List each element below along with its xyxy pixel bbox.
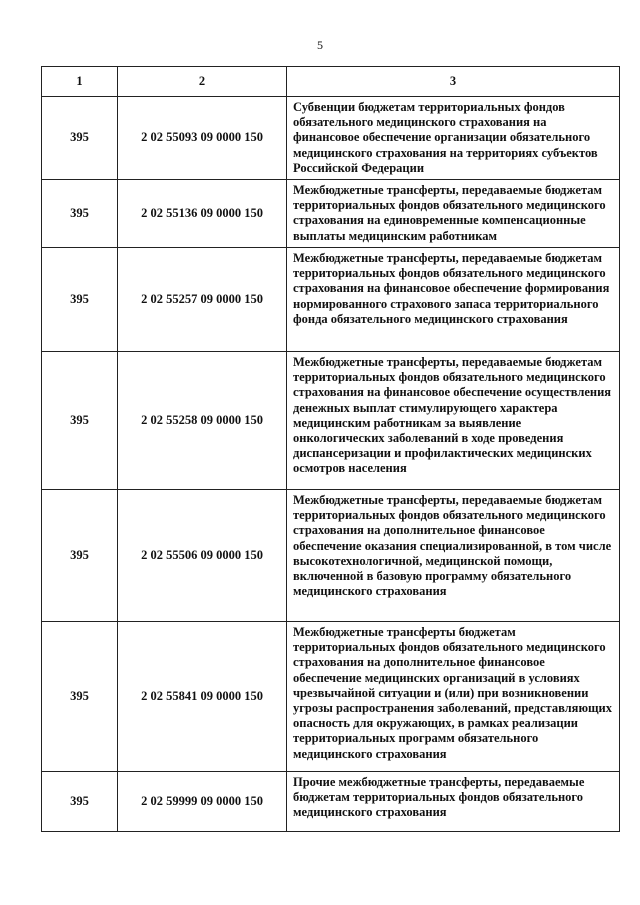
budget-codes-table	[41, 66, 620, 832]
description-cell: Субвенции бюджетам территориальных фондов обязательного медицинского страхования на финансовое обеспечение организации обязательного медицинского страхования на территориях субъектов Российской Федерации	[287, 97, 620, 180]
table-header	[42, 67, 620, 97]
admin-code-cell: 395	[42, 772, 118, 832]
description-cell: Межбюджетные трансферты бюджетам территориальных фондов обязательного медицинского страхования на дополнительное финансовое обеспечение медицинских организаций в условиях чрезвычайной ситуации и (или) при возникновении угрозы распространения заболеваний, представляющих опасность для окружающих, в рамках реализации территориальных программ обязательного медицинского страхования	[287, 622, 620, 772]
table-body	[42, 97, 620, 832]
admin-code-cell: 395	[42, 352, 118, 490]
header-row	[42, 67, 620, 97]
page-number: 5	[317, 38, 323, 52]
column-header-1: 1	[42, 67, 118, 97]
budget-code-cell: 2 02 59999 09 0000 150	[118, 772, 287, 832]
description-cell: Межбюджетные трансферты, передаваемые бюджетам территориальных фондов обязательного медицинского страхования на единовременные компенсационные выплаты медицинским работникам	[287, 180, 620, 248]
budget-code-cell: 2 02 55841 09 0000 150	[118, 622, 287, 772]
budget-code-cell: 2 02 55258 09 0000 150	[118, 352, 287, 490]
table-row	[42, 248, 620, 352]
budget-code-cell: 2 02 55506 09 0000 150	[118, 490, 287, 622]
table-row	[42, 352, 620, 490]
admin-code-cell: 395	[42, 180, 118, 248]
admin-code-cell: 395	[42, 97, 118, 180]
column-header-3: 3	[287, 67, 620, 97]
admin-code-cell: 395	[42, 490, 118, 622]
description-cell: Межбюджетные трансферты, передаваемые бюджетам территориальных фондов обязательного медицинского страхования на дополнительное финансовое обеспечение оказания специализированной, в том числе высокотехнологичной, медицинской помощи, включенной в базовую программу обязательного медицинского страхования	[287, 490, 620, 622]
admin-code-cell: 395	[42, 622, 118, 772]
table-row	[42, 180, 620, 248]
description-cell: Межбюджетные трансферты, передаваемые бюджетам территориальных фондов обязательного медицинского страхования на финансовое обеспечение осуществления денежных выплат стимулирующего характера медицинским работникам за выявление онкологических заболеваний в ходе проведения диспансеризации и профилактических медицинских осмотров населения	[287, 352, 620, 490]
admin-code-cell: 395	[42, 248, 118, 352]
budget-code-cell: 2 02 55136 09 0000 150	[118, 180, 287, 248]
table-row	[42, 622, 620, 772]
table-row	[42, 490, 620, 622]
table-row	[42, 772, 620, 832]
budget-code-cell: 2 02 55093 09 0000 150	[118, 97, 287, 180]
column-header-2: 2	[118, 67, 287, 97]
budget-code-cell: 2 02 55257 09 0000 150	[118, 248, 287, 352]
table-row	[42, 97, 620, 180]
description-cell: Прочие межбюджетные трансферты, передаваемые бюджетам территориальных фондов обязательного медицинского страхования	[287, 772, 620, 832]
description-cell: Межбюджетные трансферты, передаваемые бюджетам территориальных фондов обязательного медицинского страхования на финансовое обеспечение формирования нормированного страхового запаса территориального фонда обязательного медицинского страхования	[287, 248, 620, 352]
